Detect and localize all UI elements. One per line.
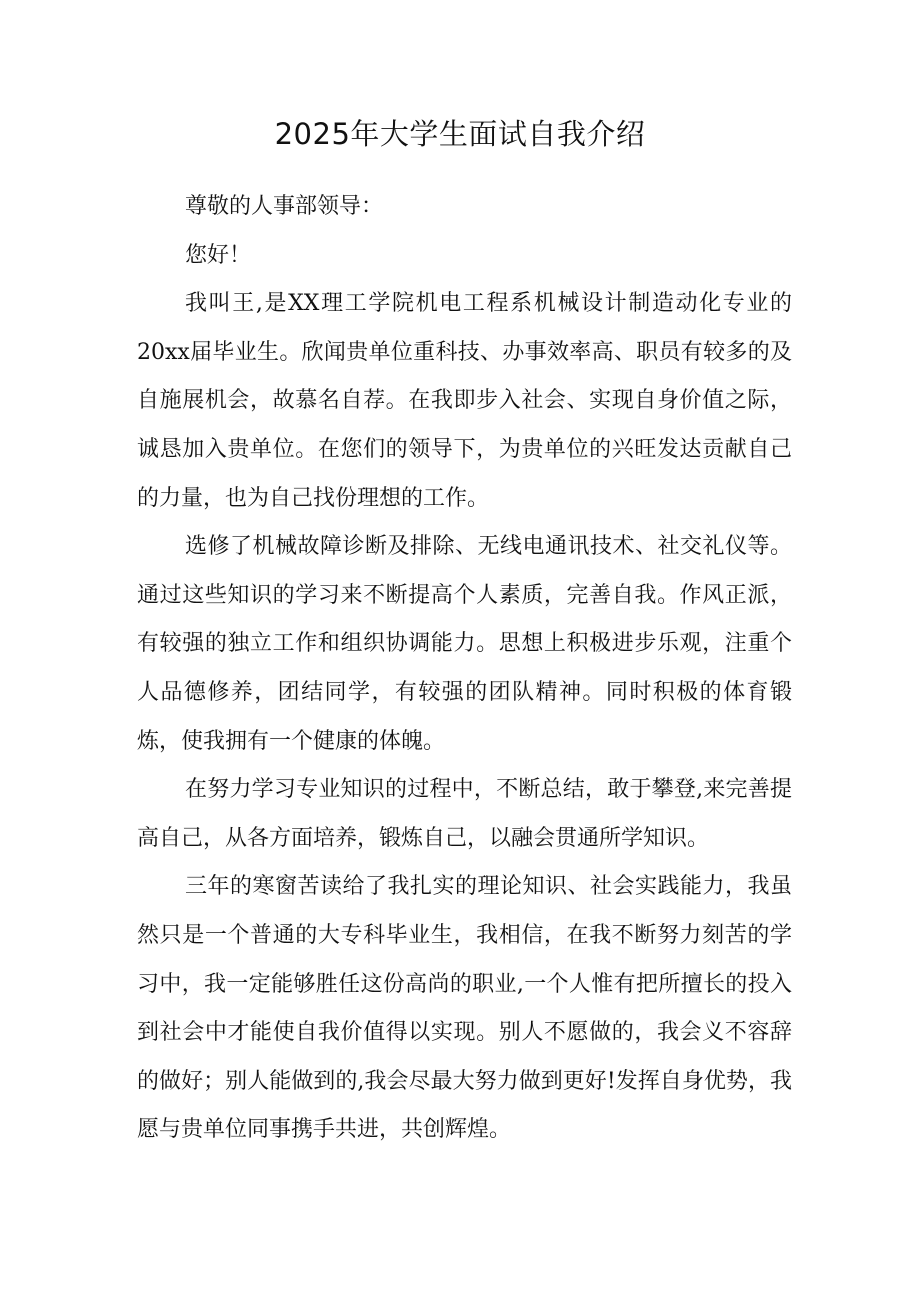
paragraph-2: 选修了机械故障诊断及排除、无线电通讯技术、社交礼仪等。通过这些知识的学习来不断提高个人素质，完善自我。作风正派，有较强的独立工作和组织协调能力。思想上积极进步乐观，注重个人品德修养，团结同学，有较强的团队精神。同时积极的体育锻炼，使我拥有一个健康的体魄。 [137, 534, 792, 754]
document-title: 2025年大学生面试自我介绍 [274, 117, 646, 151]
paragraph-4: 三年的寒窗苦读给了我扎实的理论知识、社会实践能力，我虽然只是一个普通的大专科毕业生，我相信，在我不断努力刻苦的学习中，我一定能够胜任这份高尚的职业,一个人惟有把所擅长的投入到社会中才能使自我价值得以实现。别人不愿做的，我会义不容辞的做好；别人能做到的,我会尽最大努力做到更好!发挥自身优势，我愿与贵单位同事携手共进，共创辉煌。 [137, 874, 792, 1143]
greeting: 您好！ [185, 242, 252, 268]
document-body [137, 183, 792, 1155]
paragraph-1: 我叫王,是XX理工学院机电工程系机械设计制造动化专业的20xx届毕业生。欣闻贵单位重科技、办事效率高、职员有较多的及自施展机会，故慕名自荐。在我即步入社会、实现自身价值之际，诚恳加入贵单位。在您们的领导下，为贵单位的兴旺发达贡献自己的力量，也为自己找份理想的工作。 [137, 291, 792, 511]
paragraph-3: 在努力学习专业知识的过程中，不断总结，敢于攀登,来完善提高自己，从各方面培养，锻炼自己，以融会贯通所学知识。 [137, 777, 792, 851]
salutation: 尊敬的人事部领导： [185, 194, 384, 219]
